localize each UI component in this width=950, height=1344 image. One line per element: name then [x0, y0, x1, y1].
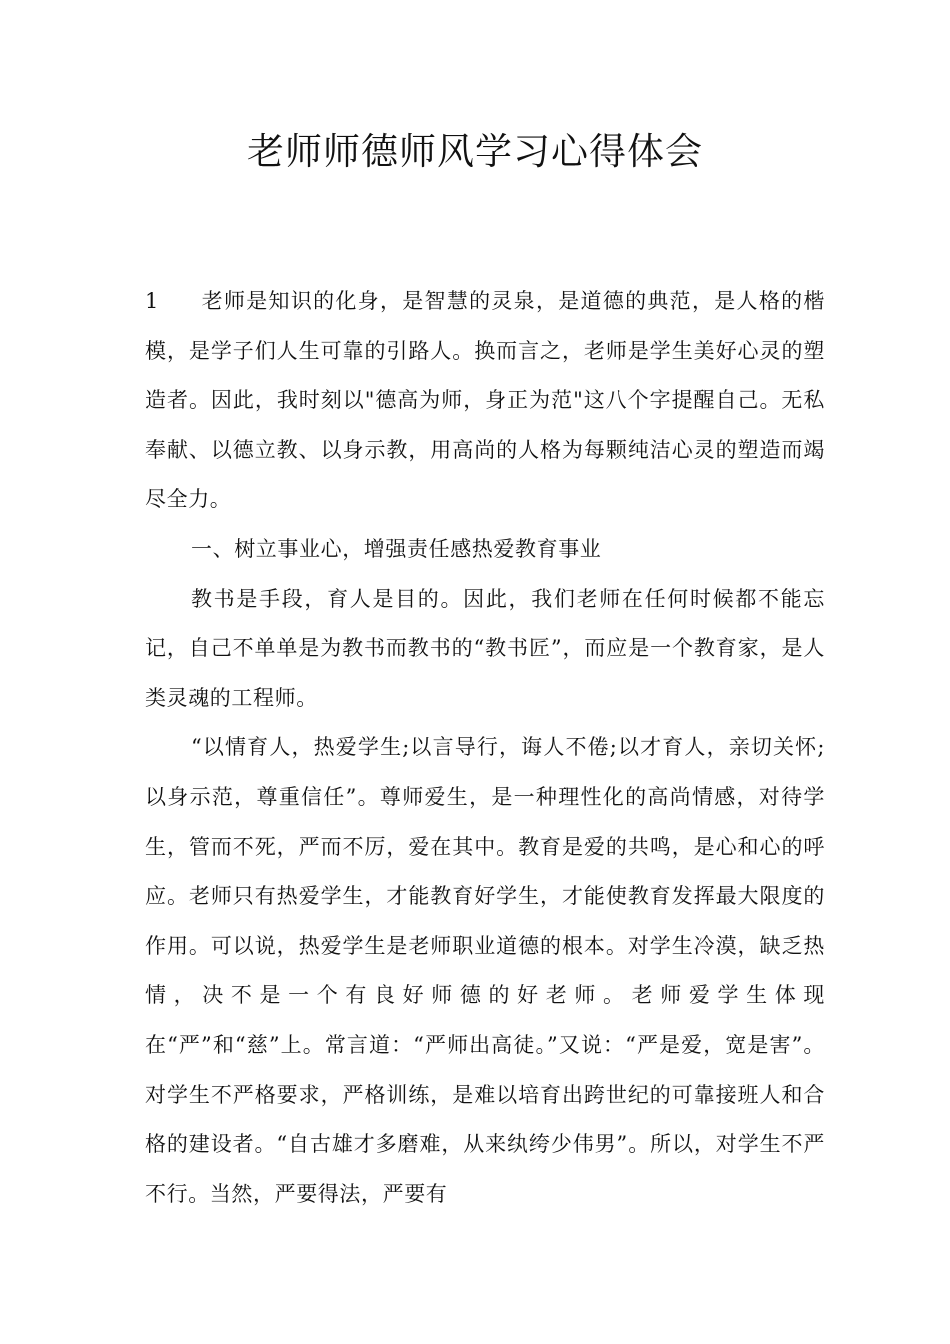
document-body — [145, 277, 825, 1219]
intro-text: 老师是知识的化身，是智慧的灵泉，是道德的典范，是人格的楷模，是学子们人生可靠的引路人。换而言之，老师是学生美好心灵的塑造者。因此，我时刻以"德高为师，身正为范"这八个字提醒自己。无私奉献、以德立教、以身示教，用高尚的人格为每颗纯洁心灵的塑造而竭尽全力。 — [145, 289, 825, 512]
intro-paragraph — [145, 277, 825, 525]
body-paragraph: “以情育人，热爱学生;以言导行，诲人不倦;以才育人，亲切关怀;以身示范，尊重信任”。尊师爱生，是一种理性化的高尚情感，对待学生，管而不死，严而不厉，爱在其中。教育是爱的共鸣，是心和心的呼应。老师只有热爱学生，才能教育好学生，才能使教育发挥最大限度的作用。可以说，热爱学生是老师职业道德的根本。对学生冷漠，缺乏热情，决不是一个有良好师德的好老师。老师爱学生体现在“严”和“慈”上。常言道：“严师出高徒。”又说：“严是爱，宽是害”。对学生不严格要求，严格训练，是难以培育出跨世纪的可靠接班人和合格的建设者。“自古雄才多磨难，从来纨绔少伟男”。所以，对学生不严不行。当然，严要得法，严要有 — [145, 735, 825, 1206]
section-heading: 一、树立事业心，增强责任感热爱教育事业 — [191, 536, 602, 561]
paragraph-number: 1 — [145, 289, 159, 313]
document-title: 老师师德师风学习心得体会 — [247, 130, 703, 173]
body-paragraph: 教书是手段，育人是目的。因此，我们老师在任何时候都不能忘记，自己不单单是为教书而教书的“教书匠”，而应是一个教育家，是人类灵魂的工程师。 — [145, 586, 825, 710]
